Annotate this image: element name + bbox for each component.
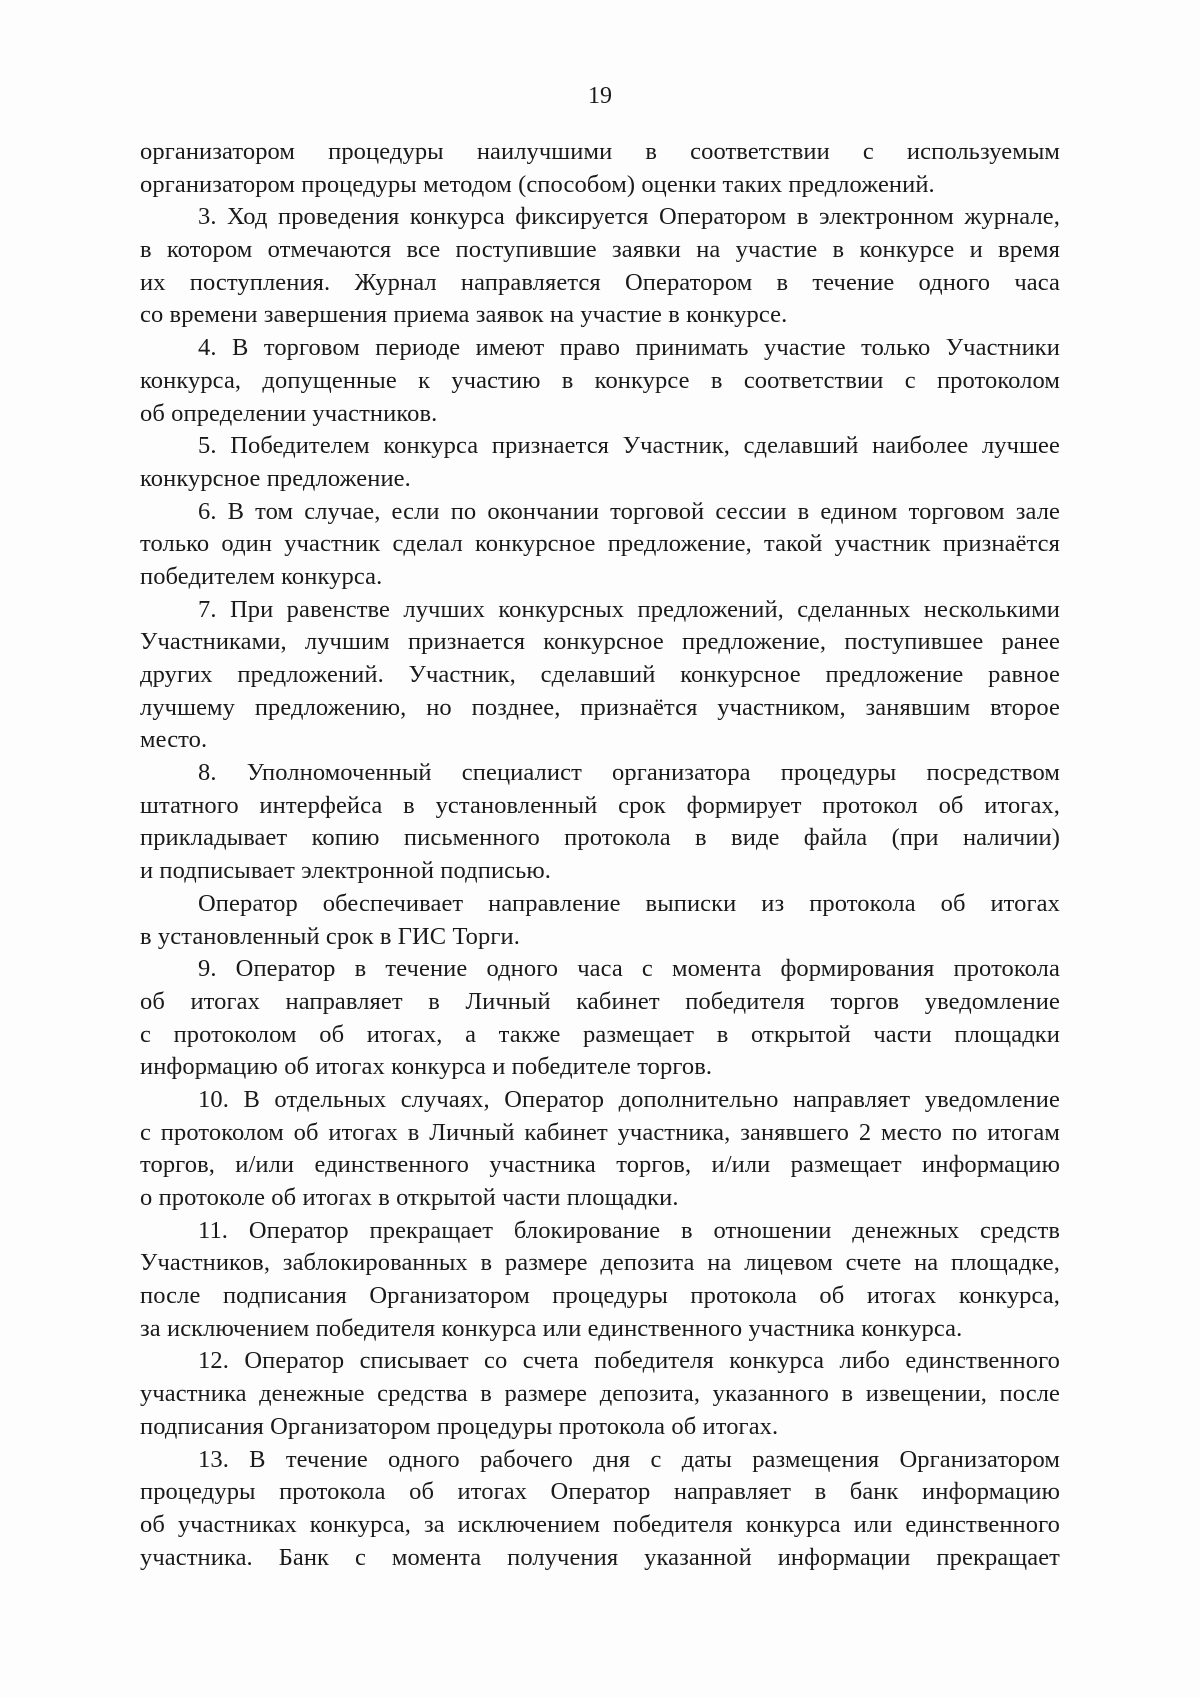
text-line: участника денежные средства в размере депозита, указанного в извещении, после	[140, 1380, 1060, 1408]
text-line: 12. Оператор списывает со счета победителя конкурса либо единственного	[198, 1347, 1060, 1375]
text-line: после подписания Организатором процедуры протокола об итогах конкурса,	[140, 1282, 1060, 1310]
text-line: об итогах направляет в Личный кабинет победителя торгов уведомление	[140, 987, 1060, 1015]
text-line: Участниками, лучшим признается конкурсное предложение, поступившее ранее	[140, 628, 1060, 656]
text-line: штатного интерфейса в установленный срок формирует протокол об итогах,	[140, 791, 1060, 819]
text-line: со времени завершения приема заявок на участие в конкурсе.	[140, 301, 788, 329]
text-line: 9. Оператор в течение одного часа с момента формирования протокола	[198, 955, 1060, 983]
text-line: Участников, заблокированных в размере депозита на лицевом счете на площадке,	[140, 1249, 1060, 1277]
text-line: 8. Уполномоченный специалист организатора процедуры посредством	[198, 759, 1060, 787]
text-line: торгов, и/или единственного участника торгов, и/или размещает информацию	[140, 1151, 1060, 1179]
text-line: 4. В торговом периоде имеют право принимать участие только Участники	[198, 334, 1060, 362]
text-line: 11. Оператор прекращает блокирование в отношении денежных средств	[198, 1216, 1060, 1244]
text-line: победителем конкурса.	[140, 562, 383, 590]
text-line: об участниках конкурса, за исключением победителя конкурса или единственного	[140, 1510, 1060, 1538]
text-line: за исключением победителя конкурса или единственного участника конкурса.	[140, 1314, 963, 1342]
text-line: Оператор обеспечивает направление выписки из протокола об итогах	[198, 889, 1060, 917]
text-line: и подписывает электронной подписью.	[140, 857, 552, 885]
text-line: 5. Победителем конкурса признается Участник, сделавший наиболее лучшее	[198, 432, 1060, 460]
text-line: 3. Ход проведения конкурса фиксируется Оператором в электронном журнале,	[198, 203, 1060, 231]
text-line: лучшему предложению, но позднее, признаётся участником, занявшим второе	[140, 693, 1060, 721]
text-line: о протоколе об итогах в открытой части площадки.	[140, 1184, 679, 1211]
text-line: подписания Организатором процедуры протокола об итогах.	[140, 1412, 779, 1440]
page-number: 19	[588, 83, 612, 109]
text-line: организатором процедуры методом (способом) оценки таких предложений.	[140, 170, 935, 198]
text-line: об определении участников.	[140, 399, 438, 427]
text-line: с протоколом об итогах в Личный кабинет участника, занявшего 2 место по итогам	[140, 1118, 1060, 1146]
text-line: 13. В течение одного рабочего дня с даты размещения Организатором	[198, 1445, 1060, 1473]
text-line: информацию об итогах конкурса и победителе торгов.	[140, 1053, 713, 1081]
text-line: процедуры протокола об итогах Оператор направляет в банк информацию	[140, 1478, 1060, 1506]
text-line: их поступления. Журнал направляется Оператором в течение одного часа	[140, 268, 1060, 296]
text-line: других предложений. Участник, сделавший конкурсное предложение равное	[140, 661, 1060, 688]
text-line: организатором процедуры наилучшими в соответствии с используемым	[140, 138, 1060, 165]
text-line: с протоколом об итогах, а также размещает в открытой части площадки	[140, 1020, 1060, 1048]
text-line: 7. При равенстве лучших конкурсных предложений, сделанных несколькими	[198, 595, 1060, 623]
text-line: участника. Банк с момента получения указанной информации прекращает	[140, 1543, 1060, 1571]
document-body	[140, 136, 1060, 1574]
text-line: конкурсное предложение.	[140, 464, 411, 492]
text-line: только один участник сделал конкурсное предложение, такой участник признаётся	[140, 530, 1060, 558]
text-line: 6. В том случае, если по окончании торговой сессии в едином торговом зале	[198, 497, 1060, 525]
text-line: конкурса, допущенные к участию в конкурсе в соответствии с протоколом	[140, 366, 1060, 394]
text-line: место.	[140, 726, 208, 754]
text-line: в установленный срок в ГИС Торги.	[140, 922, 520, 950]
text-line: прикладывает копию письменного протокола в виде файла (при наличии)	[140, 824, 1060, 852]
text-line: в котором отмечаются все поступившие заявки на участие в конкурсе и время	[140, 236, 1060, 264]
text-line: 10. В отдельных случаях, Оператор дополнительно направляет уведомление	[198, 1085, 1060, 1113]
